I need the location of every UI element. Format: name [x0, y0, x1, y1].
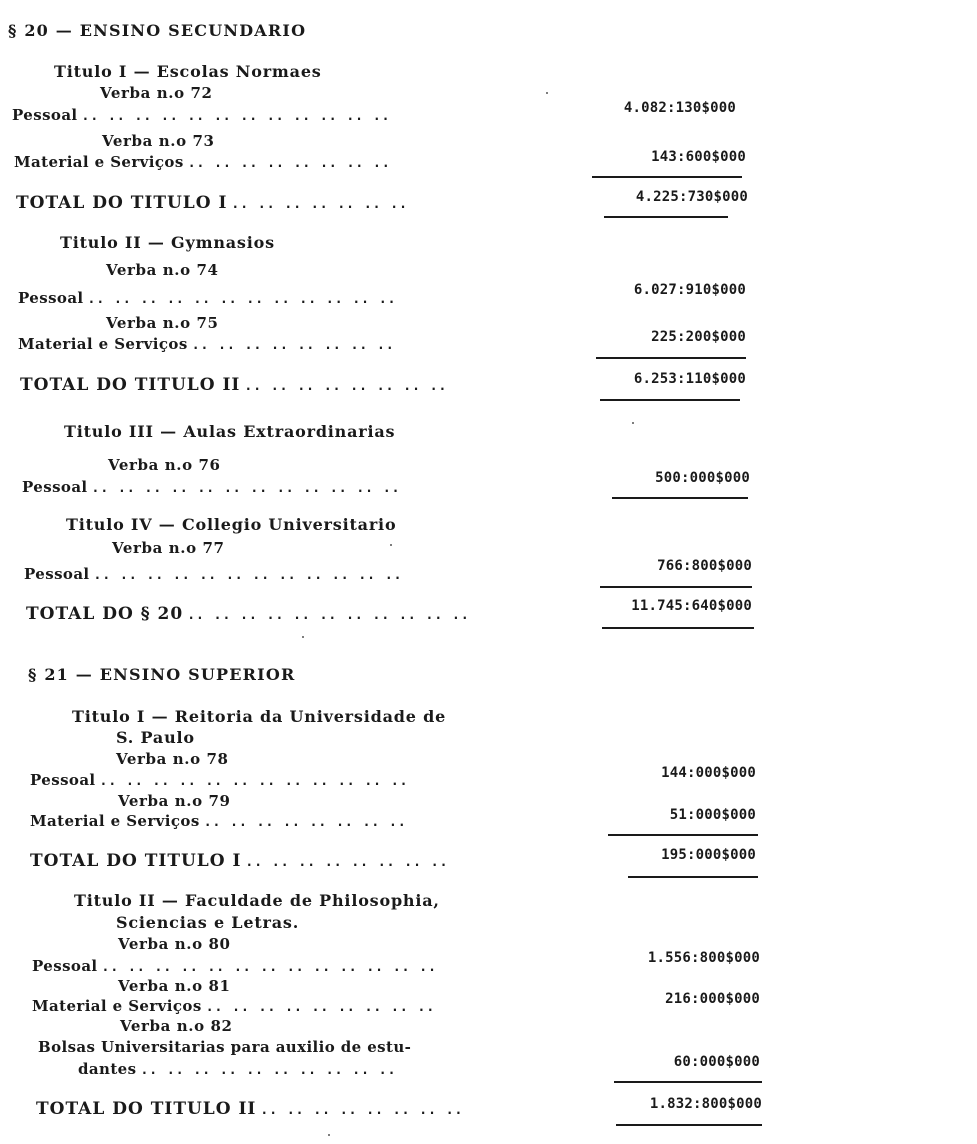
- total-titulo-i-row: [16, 194, 408, 214]
- leader-dots: .. .. .. .. .. .. .. .. .. .. .. ..: [93, 568, 403, 583]
- total-titulo-i-superior-row: [30, 852, 448, 872]
- pessoal-label: Pessoal: [12, 106, 78, 124]
- material-81-amount: 216:000$000: [665, 991, 760, 1007]
- print-speck: [302, 636, 304, 638]
- bolsas-82-row: [78, 1060, 396, 1080]
- pessoal-label: Pessoal: [24, 565, 90, 583]
- leader-dots: .. .. .. .. .. .. .. ..: [187, 156, 391, 171]
- print-speck: [328, 1134, 330, 1136]
- pessoal-76-row: [22, 478, 400, 498]
- material-label: Material e Serviços: [32, 997, 202, 1015]
- material-75-amount: 225:200$000: [651, 329, 746, 345]
- pessoal-77-amount: 766:800$000: [657, 558, 752, 574]
- material-73-row: [14, 153, 391, 173]
- total-rule: [628, 876, 758, 878]
- pessoal-label: Pessoal: [18, 289, 84, 307]
- pessoal-78-row: [30, 771, 408, 791]
- total-titulo-ii-row: [20, 376, 447, 396]
- total-label: TOTAL DO § 20: [26, 604, 184, 624]
- leader-dots: .. .. .. .. .. .. .. .. .. .. .. ..: [91, 481, 401, 496]
- pessoal-77-row: [24, 565, 402, 585]
- total-section-20-amount: 11.745:640$000: [631, 598, 752, 614]
- verba-81-label: Verba n.o 81: [118, 977, 231, 995]
- total-titulo-ii-superior-amount: 1.832:800$000: [649, 1096, 762, 1112]
- leader-dots: .. .. .. .. .. .. ..: [231, 197, 408, 212]
- subtotal-rule: [592, 176, 742, 178]
- verba-73-label: Verba n.o 73: [102, 132, 215, 150]
- verba-79-label: Verba n.o 79: [118, 792, 231, 810]
- titulo-ii-faculdade-heading-line2: Sciencias e Letras.: [116, 913, 300, 932]
- subtotal-rule: [600, 586, 752, 588]
- print-speck: [632, 422, 634, 424]
- material-79-row: [30, 812, 407, 832]
- verba-77-label: Verba n.o 77: [112, 539, 225, 557]
- titulo-i-reitoria-heading: Titulo I — Reitoria da Universidade de: [72, 707, 447, 726]
- total-titulo-ii-superior-row: [36, 1100, 463, 1120]
- verba-74-label: Verba n.o 74: [106, 261, 219, 279]
- verba-82-label: Verba n.o 82: [120, 1017, 233, 1035]
- verba-78-label: Verba n.o 78: [116, 750, 229, 768]
- pessoal-76-amount: 500:000$000: [655, 470, 750, 486]
- total-titulo-i-superior-amount: 195:000$000: [661, 847, 756, 863]
- leader-dots: .. .. .. .. .. .. .. ..: [245, 855, 449, 870]
- total-label: TOTAL DO TITULO II: [36, 1099, 257, 1119]
- total-titulo-i-amount: 4.225:730$000: [635, 189, 748, 205]
- pessoal-74-row: [18, 289, 396, 309]
- titulo-iii-aulas-heading: Titulo III — Aulas Extraordinarias: [64, 422, 396, 441]
- leader-dots: .. .. .. .. .. .. .. .. .. ..: [140, 1063, 397, 1078]
- subtotal-rule: [596, 357, 746, 359]
- leader-dots: .. .. .. .. .. .. .. ..: [203, 815, 407, 830]
- pessoal-label: Pessoal: [22, 478, 88, 496]
- leader-dots: .. .. .. .. .. .. .. .. .. .. .. ..: [87, 292, 397, 307]
- pessoal-label: Pessoal: [32, 957, 98, 975]
- section-20-heading: § 20 — ENSINO SECUNDARIO: [8, 21, 307, 40]
- titulo-i-escolas-heading: Titulo I — Escolas Normaes: [54, 62, 322, 81]
- pessoal-80-row: [32, 957, 437, 977]
- pessoal-label: Pessoal: [30, 771, 96, 789]
- material-label: Material e Serviços: [30, 812, 200, 830]
- print-speck: [390, 544, 392, 546]
- leader-dots: .. .. .. .. .. .. .. .. .. .. .. .. ..: [101, 960, 437, 975]
- pessoal-80-amount: 1.556:800$000: [647, 950, 760, 966]
- material-75-row: [18, 335, 395, 355]
- total-titulo-ii-amount: 6.253:110$000: [633, 371, 746, 387]
- leader-dots: .. .. .. .. .. .. .. .. .. .. ..: [187, 608, 470, 623]
- total-rule: [604, 216, 728, 218]
- material-label: Material e Serviços: [14, 153, 184, 171]
- material-79-amount: 51:000$000: [669, 807, 756, 823]
- subtotal-rule: [614, 1081, 762, 1083]
- titulo-iv-collegio-heading: Titulo IV — Collegio Universitario: [66, 515, 397, 534]
- leader-dots: .. .. .. .. .. .. .. .. ..: [205, 1000, 436, 1015]
- pessoal-78-amount: 144:000$000: [661, 765, 756, 781]
- titulo-ii-faculdade-heading: Titulo II — Faculdade de Philosophia,: [74, 891, 440, 910]
- total-section-20-row: [26, 605, 470, 625]
- material-73-amount: 143:600$000: [651, 149, 746, 165]
- material-81-row: [32, 997, 435, 1017]
- verba-76-label: Verba n.o 76: [108, 456, 221, 474]
- pessoal-74-amount: 6.027:910$000: [633, 282, 746, 298]
- pessoal-72-row: [12, 106, 390, 126]
- leader-dots: .. .. .. .. .. .. .. .. .. .. .. ..: [81, 109, 391, 124]
- leader-dots: .. .. .. .. .. .. .. ..: [244, 379, 448, 394]
- bolsas-label-line2: dantes: [78, 1060, 137, 1078]
- total-label: TOTAL DO TITULO I: [30, 851, 242, 871]
- verba-75-label: Verba n.o 75: [106, 314, 219, 332]
- material-label: Material e Serviços: [18, 335, 188, 353]
- total-rule: [602, 627, 754, 629]
- total-rule: [612, 497, 748, 499]
- print-speck: [546, 92, 548, 94]
- subtotal-rule: [608, 834, 758, 836]
- total-rule: [600, 399, 740, 401]
- section-21-heading: § 21 — ENSINO SUPERIOR: [28, 665, 296, 684]
- total-rule: [616, 1124, 762, 1126]
- bolsas-line-1: Bolsas Universitarias para auxilio de estu-: [38, 1038, 412, 1056]
- leader-dots: .. .. .. .. .. .. .. ..: [191, 338, 395, 353]
- leader-dots: .. .. .. .. .. .. .. ..: [260, 1103, 464, 1118]
- titulo-ii-gymnasios-heading: Titulo II — Gymnasios: [60, 233, 275, 252]
- verba-80-label: Verba n.o 80: [118, 935, 231, 953]
- bolsas-82-amount: 60:000$000: [673, 1054, 760, 1070]
- total-label: TOTAL DO TITULO I: [16, 193, 228, 213]
- total-label: TOTAL DO TITULO II: [20, 375, 241, 395]
- leader-dots: .. .. .. .. .. .. .. .. .. .. .. ..: [99, 774, 409, 789]
- titulo-i-reitoria-heading-line2: S. Paulo: [116, 728, 195, 747]
- pessoal-72-amount: 4.082:130$000: [623, 100, 736, 116]
- verba-72-label: Verba n.o 72: [100, 84, 213, 102]
